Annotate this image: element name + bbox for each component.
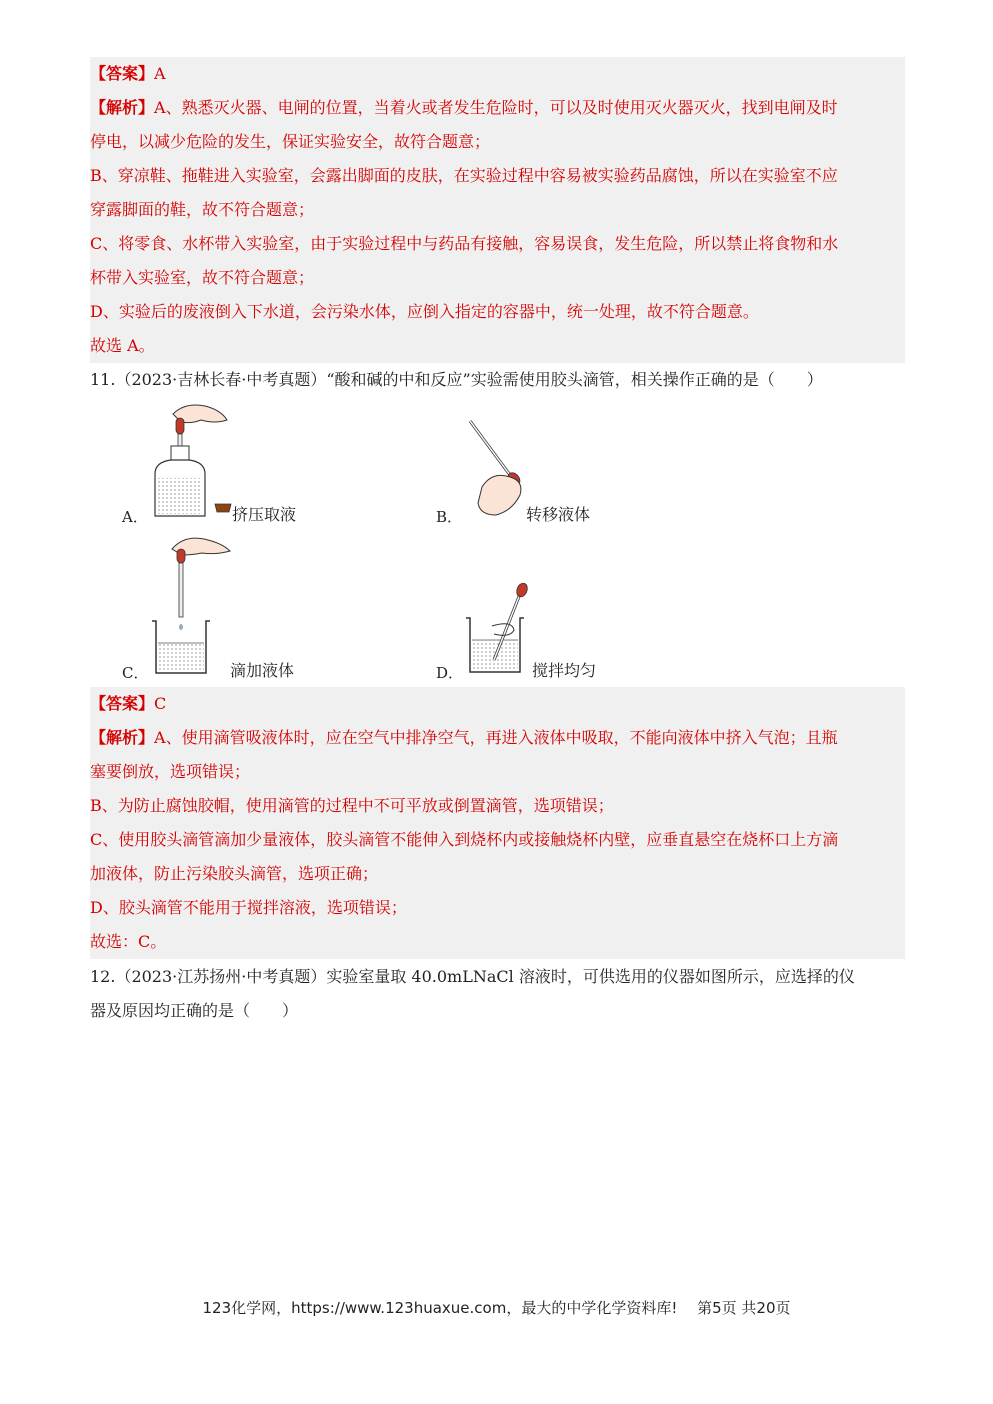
analysis-tag: 【解析】	[90, 98, 155, 117]
analysis-line: B、穿凉鞋、拖鞋进入实验室，会露出脚面的皮肤，在实验过程中容易被实验药品腐蚀，所以在实验室不应	[90, 166, 838, 185]
option-d-text: 搅拌均匀	[532, 661, 597, 680]
question-text: 器及原因均正确的是（ ）	[90, 1001, 299, 1020]
analysis-line: 穿露脚面的鞋，故不符合题意；	[90, 200, 315, 219]
analysis-line: D、胶头滴管不能用于搅拌溶液，选项错误；	[90, 898, 407, 917]
analysis-line	[90, 721, 901, 755]
analysis-line: 塞要倒放，选项错误；	[90, 762, 251, 781]
analysis-text: A、使用滴管吸液体时，应在空气中排净空气，再进入液体中吸取，不能向液体中挤入气泡；且瓶	[154, 728, 838, 747]
option-b-text: 转移液体	[526, 505, 591, 524]
analysis-line: B、为防止腐蚀胶帽，使用滴管的过程中不可平放或倒置滴管，选项错误；	[90, 796, 614, 815]
option-c-label: C．	[122, 664, 149, 682]
option-c-text: 滴加液体	[230, 661, 295, 680]
analysis-line: D、实验后的废液倒入下水道，会污染水体，应倒入指定的容器中，统一处理，故不符合题意。	[90, 302, 759, 321]
analysis-line: C、使用胶头滴管滴加少量液体，胶头滴管不能伸入到烧杯内或接触烧杯内壁，应垂直悬空在烧杯口上方滴	[90, 830, 839, 849]
answer-value: C	[154, 694, 167, 713]
answer-value: A	[154, 64, 166, 83]
question-12-stem	[90, 960, 905, 1028]
question-text: 11.（2023·吉林长春·中考真题）“酸和碱的中和反应”实验需使用胶头滴管，相关操作正确的是（ ）	[90, 370, 823, 389]
dropper-above-beaker-icon	[150, 535, 240, 680]
analysis-line: 故选 A。	[90, 336, 155, 355]
analysis-line: 加液体，防止污染胶头滴管，选项正确；	[90, 864, 379, 883]
analysis-line: 停电，以减少危险的发生，保证实验安全，故符合题意；	[90, 132, 491, 151]
answer-block-q10	[90, 57, 905, 363]
option-d-label: D．	[436, 664, 464, 682]
analysis-line: C、将零食、水杯带入实验室，由于实验过程中与药品有接触，容易误食，发生危险，所以禁止将食物和水	[90, 234, 839, 253]
answer-tag: 【答案】	[90, 694, 155, 713]
option-b-label: B．	[436, 508, 463, 526]
analysis-tag: 【解析】	[90, 728, 155, 747]
answer-block-q11	[90, 687, 905, 959]
analysis-line: 杯带入实验室，故不符合题意；	[90, 268, 315, 287]
analysis-text: A、熟悉灭火器、电闸的位置，当着火或者发生危险时，可以及时使用灭火器灭火，找到电闸及时	[154, 98, 838, 117]
question-11-stem	[90, 363, 905, 397]
analysis-line	[90, 91, 901, 125]
answer-line	[90, 687, 901, 721]
answer-tag: 【答案】	[90, 64, 155, 83]
page-footer: 123化学网，https://www.123huaxue.com，最大的中学化学资料库! 第5页 共20页	[202, 1299, 791, 1317]
option-a-label: A．	[122, 508, 148, 526]
analysis-line: 故选：C。	[90, 932, 167, 951]
answer-line	[90, 57, 901, 91]
question-text: 12.（2023·江苏扬州·中考真题）实验室量取 40.0mLNaCl 溶液时，可供选用的仪器如图所示，应选择的仪	[90, 967, 855, 986]
option-a-text: 挤压取液	[232, 505, 297, 524]
dropper-stirring-beaker-icon	[464, 582, 534, 678]
